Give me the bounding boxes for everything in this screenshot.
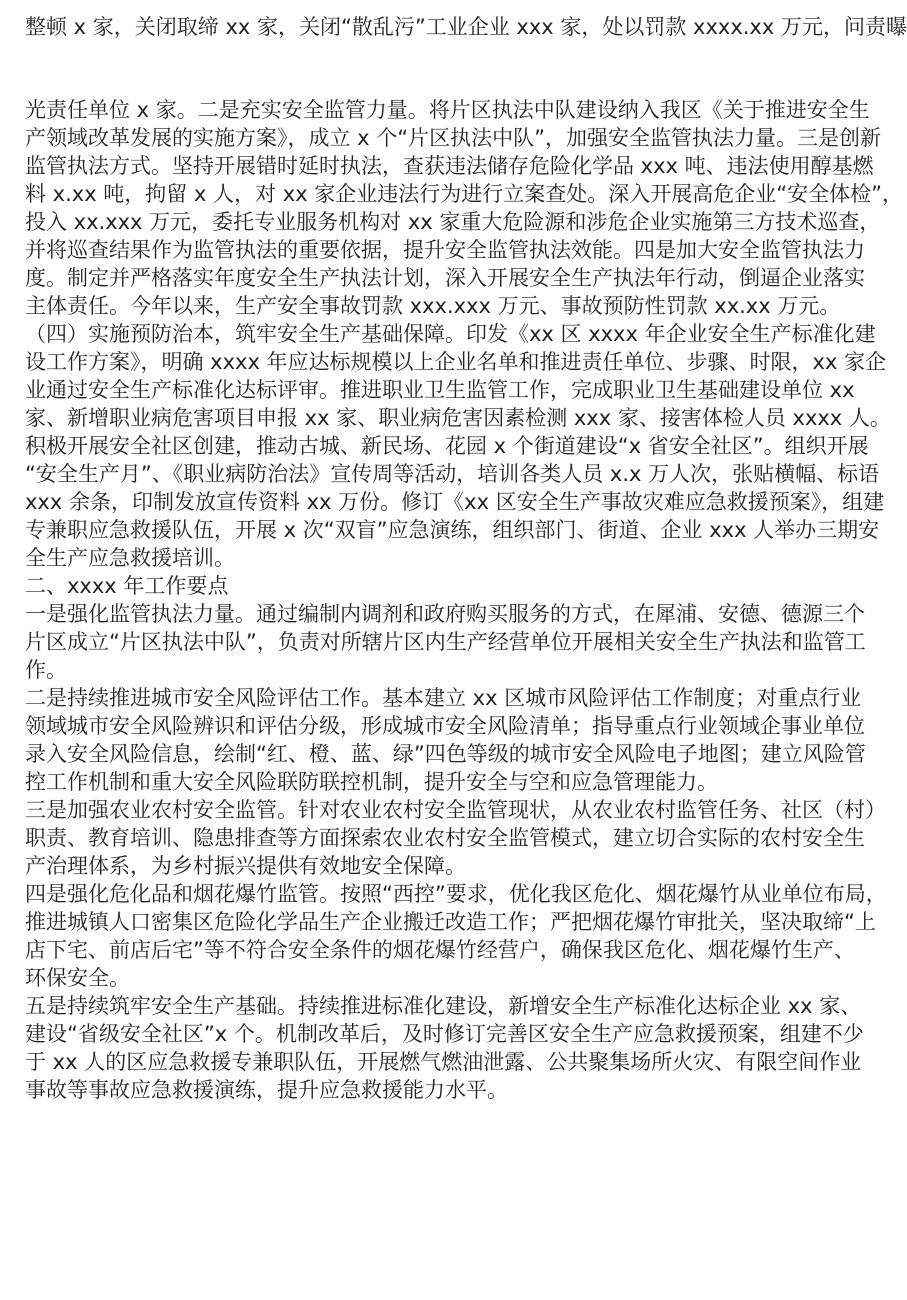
text-line: 并将巡查结果作为监管执法的重要依据，提升安全监管执法效能。四是加大安全监管执法力 bbox=[25, 238, 865, 262]
text-line: “安全生产月”、《职业病防治法》宣传周等活动，培训各类人员 x.x 万人次，张贴横幅、标语 bbox=[25, 462, 880, 486]
text-line: 度。制定并严格落实年度安全生产执法计划，深入开展安全生产执法年行动，倒逼企业落实 bbox=[25, 266, 865, 290]
text-line: 料 x.xx 吨，拘留 x 人，对 xx 家企业违法行为进行立案查处。深入开展高危企业“安全体检”， bbox=[25, 182, 904, 206]
text-line: 建设“省级安全社区”x 个。机制改革后，及时修订完善区安全生产应急救援预案，组建不少 bbox=[25, 1022, 864, 1046]
text-line: 产领域改革发展的实施方案》，成立 x 个“片区执法中队”，加强安全监管执法力量。三是创新 bbox=[25, 126, 882, 150]
text-line: 家、新增职业病危害项目申报 xx 家、职业病危害因素检测 xxx 家、接害体检人员 xxxx 人。 bbox=[25, 406, 891, 430]
text-line: 投入 xx.xxx 万元，委托专业服务机构对 xx 家重大危险源和涉危企业实施第三方技术巡查， bbox=[25, 210, 881, 234]
text-line: 环保安全。 bbox=[25, 966, 130, 990]
text-line: 五是持续筑牢安全生产基础。持续推进标准化建设，新增安全生产标准化达标企业 xx 家、 bbox=[25, 994, 862, 1018]
text-line: 全生产应急救援培训。 bbox=[25, 546, 235, 570]
text-line: （四）实施预防治本，筑牢安全生产基础保障。印发《xx 区 xxxx 年企业安全生产标准化建 bbox=[25, 322, 876, 346]
text-line: 事故等事故应急救援演练，提升应急救援能力水平。 bbox=[25, 1078, 508, 1102]
text-line: 主体责任。今年以来，生产安全事故罚款 xxx.xxx 万元、事故预防性罚款 xx.xx 万元。 bbox=[25, 294, 841, 318]
text-line: 职责、教育培训、隐患排查等方面探索农业农村安全监管模式，建立切合实际的农村安全生 bbox=[25, 826, 865, 850]
text-line: 控工作机制和重大安全风险联防联控机制，提升安全与空和应急管理能力。 bbox=[25, 770, 718, 794]
text-line: 片区成立“片区执法中队”，负责对所辖片区内生产经营单位开展相关安全生产执法和监管工 bbox=[25, 630, 866, 654]
text-line: 录入安全风险信息，绘制“红、橙、蓝、绿”四色等级的城市安全风险电子地图；建立风险管 bbox=[25, 742, 866, 766]
text-line: 积极开展安全社区创建，推动古城、新民场、花园 x 个街道建设“x 省安全社区”。组织开展 bbox=[25, 434, 869, 458]
text-line: 监管执法方式。坚持开展错时延时执法，查获违法储存危险化学品 xxx 吨、违法使用醇基燃 bbox=[25, 154, 874, 178]
text-line: 作。 bbox=[25, 658, 67, 682]
text-line: 产治理体系，为乡村振兴提供有效地安全保障。 bbox=[25, 854, 466, 878]
text-line: 专兼职应急救援队伍，开展 x 次“双盲”应急演练，组织部门、街道、企业 xxx 人举办三期安 bbox=[25, 518, 880, 542]
text-line: 二是持续推进城市安全风险评估工作。基本建立 xx 区城市风险评估工作制度；对重点行业 bbox=[25, 686, 862, 710]
text-line: 店下宅、前店后宅”等不符合安全条件的烟花爆竹经营户，确保我区危化、烟花爆竹生产、 bbox=[25, 938, 855, 962]
text-line: 于 xx 人的区应急救援专兼职队伍，开展燃气燃油泄露、公共聚集场所火灾、有限空间作业 bbox=[25, 1050, 862, 1074]
text-line: 光责任单位 x 家。二是充实安全监管力量。将片区执法中队建设纳入我区《关于推进安全生 bbox=[25, 98, 870, 122]
text-line: 二、xxxx 年工作要点 bbox=[25, 574, 229, 598]
text-line: 设工作方案》，明确 xxxx 年应达标规模以上企业名单和推进责任单位、步骤、时限，xx 家企 bbox=[25, 350, 887, 374]
text-line: xxx 余条，印制发放宣传资料 xx 万份。修订《xx 区安全生产事故灾难应急救援预案》，组建 bbox=[25, 490, 885, 514]
text-line: 四是强化危化品和烟花爆竹监管。按照“西控”要求，优化我区危化、烟花爆竹从业单位布局， bbox=[25, 882, 887, 906]
text-line: 推进城镇人口密集区危险化学品生产企业搬迁改造工作；严把烟花爆竹审批关，坚决取缔“上 bbox=[25, 910, 876, 934]
text-line: 整顿 x 家，关闭取缔 xx 家，关闭“散乱污”工业企业 xxx 家，处以罚款 xxxx.xx 万元，问责曝 bbox=[25, 15, 907, 39]
text-line: 三是加强农业农村安全监管。针对农业农村安全监管现状，从农业农村监管任务、社区（村） bbox=[25, 798, 886, 822]
text-line: 业通过安全生产标准化达标评审。推进职业卫生监管工作，完成职业卫生基础建设单位 xx bbox=[25, 378, 855, 402]
text-line: 一是强化监管执法力量。通过编制内调剂和政府购买服务的方式，在犀浦、安德、德源三个 bbox=[25, 602, 865, 626]
text-line: 领域城市安全风险辨识和评估分级，形成城市安全风险清单；指导重点行业领域企事业单位 bbox=[25, 714, 865, 738]
